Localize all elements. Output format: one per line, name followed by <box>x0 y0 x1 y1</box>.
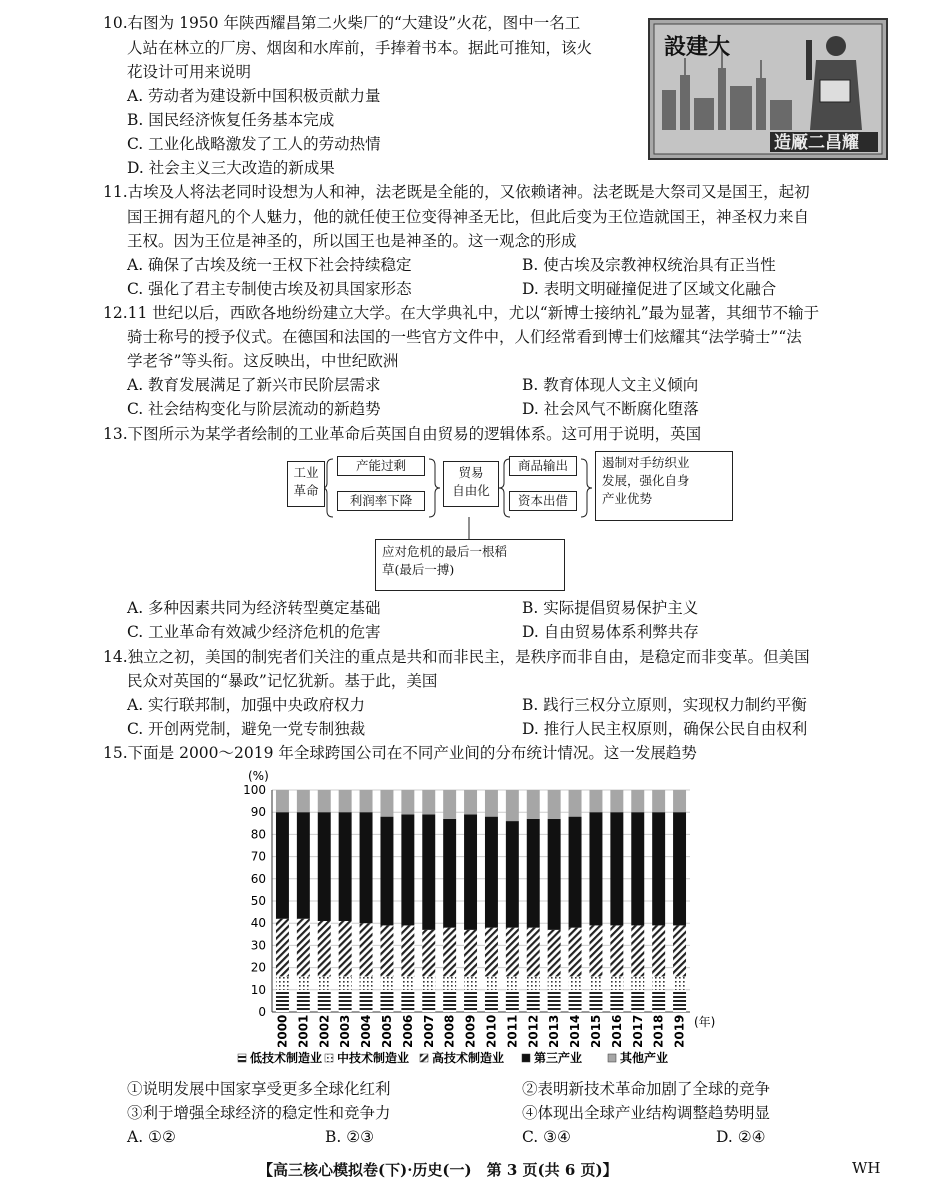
q15-statement-4: ④体现出全球产业结构调整趋势明显 <box>522 1104 771 1122</box>
x-tick-label: 2015 <box>588 1014 603 1048</box>
bar-segment <box>422 930 435 977</box>
bar-segment <box>527 976 540 989</box>
bar-segment <box>443 928 456 977</box>
bar-segment <box>276 976 289 989</box>
bar-segment <box>631 976 644 989</box>
bar-segment <box>631 990 644 1012</box>
x-tick-label: 2018 <box>651 1014 666 1048</box>
bar-segment <box>652 790 665 812</box>
box-last-straw: 应对危机的最后一根稻 草(最后一搏) <box>375 539 565 591</box>
bar-segment <box>673 790 686 812</box>
bar-segment <box>631 790 644 812</box>
bar-segment <box>422 790 435 814</box>
bar-segment <box>297 812 310 919</box>
q15-line-1: 15.下面是 2000～2019 年全球跨国公司在不同产业间的分布统计情况。这一发展趋势 <box>103 744 697 762</box>
bar-segment <box>569 817 582 928</box>
bar-segment <box>443 819 456 928</box>
x-tick-label: 2007 <box>421 1014 436 1048</box>
q15-statement-1: ①说明发展中国家享受更多全球化红利 <box>127 1080 391 1098</box>
bar-segment <box>360 812 373 923</box>
bar-segment <box>631 812 644 925</box>
legend-label: 中技术制造业 <box>337 1051 410 1065</box>
q15-option-c: C. ③④ <box>522 1128 571 1146</box>
bar-segment <box>569 790 582 817</box>
bar-segment <box>548 990 561 1012</box>
bar-segment <box>464 976 477 989</box>
bar-segment <box>610 976 623 989</box>
q10-option-a: A. 劳动者为建设新中国积极贡献力量 <box>127 87 381 105</box>
y-tick-label: 20 <box>250 960 266 975</box>
y-tick-label: 10 <box>250 982 266 997</box>
bar-segment <box>485 790 498 817</box>
x-tick-label: 2004 <box>359 1014 374 1048</box>
bar-segment <box>610 790 623 812</box>
q11-option-c: C. 强化了君主专制使古埃及初具国家形态 <box>127 280 412 298</box>
bar-segment <box>673 812 686 925</box>
y-tick-label: 70 <box>250 849 266 864</box>
y-tick-label: 0 <box>258 1005 266 1019</box>
q11-line-2: 国王拥有超凡的个人魅力，他的就任使王位变得神圣无比，但此后变为王位造就国王，神圣权力来自 <box>127 208 810 226</box>
bar-segment <box>569 976 582 989</box>
legend-label: 第三产业 <box>534 1051 583 1065</box>
bar-segment <box>569 928 582 977</box>
bar-segment <box>339 921 352 977</box>
y-tick-label: 50 <box>250 894 266 908</box>
bar-segment <box>297 919 310 977</box>
bar-segment <box>401 814 414 925</box>
box-suppress-rivals: 遏制对手纺织业 发展，强化自身 产业优势 <box>595 451 733 521</box>
bar-segment <box>380 976 393 989</box>
bar-segment <box>485 817 498 928</box>
bar-segment <box>401 990 414 1012</box>
bar-segment <box>673 925 686 976</box>
bar-segment <box>276 990 289 1012</box>
legend-swatch <box>522 1054 530 1062</box>
q10-line-2: 人站在林立的厂房、烟囱和水库前，手捧着书本。据此可推知，该火 <box>127 39 593 57</box>
x-tick-label: 2013 <box>547 1014 562 1048</box>
q13-option-d: D. 自由贸易体系利弊共存 <box>522 623 699 641</box>
q13-option-c: C. 工业革命有效减少经济危机的危害 <box>127 623 381 641</box>
box-commodity-export: 商品输出 <box>509 456 577 476</box>
bar-segment <box>401 976 414 989</box>
bar-segment <box>443 976 456 989</box>
bar-segment <box>464 990 477 1012</box>
y-tick-label: 100 <box>243 783 266 797</box>
bar-segment <box>506 976 519 989</box>
bar-segment <box>422 976 435 989</box>
y-tick-label: 60 <box>250 871 266 886</box>
q11-option-d: D. 表明文明碰撞促进了区域文化融合 <box>522 280 777 298</box>
bar-segment <box>360 976 373 989</box>
footer-code: WH <box>852 1159 881 1177</box>
x-tick-label: 2011 <box>505 1014 520 1048</box>
q13-option-b: B. 实际提倡贸易保护主义 <box>522 599 699 617</box>
x-tick-label: 2019 <box>672 1014 687 1048</box>
bar-segment <box>610 925 623 976</box>
q12-option-a: A. 教育发展满足了新兴市民阶层需求 <box>127 376 381 394</box>
bar-segment <box>527 819 540 928</box>
q15-statement-3: ③利于增强全球经济的稳定性和竞争力 <box>127 1104 391 1122</box>
bar-segment <box>506 928 519 977</box>
q12-option-c: C. 社会结构变化与阶层流动的新趋势 <box>127 400 381 418</box>
x-tick-label: 2008 <box>442 1014 457 1048</box>
bar-segment <box>610 990 623 1012</box>
q10-option-b: B. 国民经济恢复任务基本完成 <box>127 111 335 129</box>
bar-segment <box>360 790 373 812</box>
q10-option-c: C. 工业化战略激发了工人的劳动热情 <box>127 135 381 153</box>
bar-segment <box>339 990 352 1012</box>
x-tick-label: 2005 <box>379 1014 394 1048</box>
x-tick-label: 2014 <box>568 1014 583 1048</box>
box-capital-lending: 资本出借 <box>509 491 577 511</box>
bar-segment <box>276 919 289 977</box>
box-trade-liberalization: 贸易 自由化 <box>443 461 499 507</box>
q15-option-d: D. ②④ <box>716 1128 766 1146</box>
bar-segment <box>297 790 310 812</box>
q12-option-d: D. 社会风气不断腐化堕落 <box>522 400 699 418</box>
x-tick-label: 2017 <box>630 1014 645 1048</box>
bar-segment <box>401 790 414 814</box>
x-tick-label: 2000 <box>275 1014 290 1048</box>
q10-line-1: 10.右图为 1950 年陕西耀昌第二火柴厂的“大建设”火花，图中一名工 <box>103 14 581 32</box>
poster-bottom-text: 造厰二昌耀 <box>774 133 859 153</box>
bar-segment <box>297 990 310 1012</box>
bar-segment <box>380 925 393 976</box>
q11-option-b: B. 使古埃及宗教神权统治具有正当性 <box>522 256 776 274</box>
bar-segment <box>276 812 289 919</box>
x-tick-label: 2006 <box>400 1014 415 1048</box>
bar-segment <box>297 976 310 989</box>
bar-segment <box>506 990 519 1012</box>
q11-option-a: A. 确保了古埃及统一王权下社会持续稳定 <box>127 256 412 274</box>
legend-swatch <box>608 1054 616 1062</box>
bar-segment <box>485 990 498 1012</box>
y-tick-label: 80 <box>250 827 266 842</box>
bar-segment <box>652 976 665 989</box>
bar-segment <box>610 812 623 925</box>
y-tick-label: 40 <box>250 916 266 931</box>
bar-segment <box>652 925 665 976</box>
q14-option-d: D. 推行人民主权原则，确保公民自由权利 <box>522 720 808 738</box>
legend-swatch <box>420 1054 428 1062</box>
q15-option-b: B. ②③ <box>325 1128 375 1146</box>
bar-segment <box>673 976 686 989</box>
box-overcapacity: 产能过剩 <box>337 456 425 476</box>
x-axis-label: (年) <box>694 1015 716 1029</box>
bar-segment <box>631 925 644 976</box>
page-footer: 【高三核心模拟卷(下)·历史(一) 第 3 页(共 6 页)】 <box>258 1161 618 1179</box>
q10-option-d: D. 社会主义三大改造的新成果 <box>127 159 335 177</box>
box-profit-decline: 利润率下降 <box>337 491 425 511</box>
q14-option-c: C. 开创两党制，避免一党专制独裁 <box>127 720 366 738</box>
q14-option-a: A. 实行联邦制，加强中央政府权力 <box>127 696 366 714</box>
bar-segment <box>527 790 540 819</box>
q12-line-2: 骑士称号的授予仪式。在德国和法国的一些官方文件中，人们经常看到博士们炫耀其“法学骑士”“法 <box>127 328 802 346</box>
bar-segment <box>485 976 498 989</box>
bar-segment <box>318 990 331 1012</box>
bar-segment <box>318 790 331 812</box>
bar-segment <box>360 923 373 976</box>
bar-segment <box>422 814 435 929</box>
bar-segment <box>589 790 602 812</box>
legend-swatch <box>238 1054 246 1062</box>
bar-segment <box>589 925 602 976</box>
q12-line-1: 12.11 世纪以后，西欧各地纷纷建立大学。在大学典礼中，尤以“新博士接纳礼”最为显著，其细节不输于 <box>103 304 820 322</box>
y-tick-label: 90 <box>250 805 266 820</box>
bar-segment <box>380 990 393 1012</box>
legend-label: 其他产业 <box>620 1051 669 1065</box>
x-tick-label: 2016 <box>609 1014 624 1048</box>
bar-segment <box>652 812 665 925</box>
bar-segment <box>422 990 435 1012</box>
bar-segment <box>339 976 352 989</box>
bar-segment <box>360 990 373 1012</box>
bar-segment <box>276 790 289 812</box>
bar-segment <box>569 990 582 1012</box>
q13-option-a: A. 多种因素共同为经济转型奠定基础 <box>127 599 381 617</box>
q14-option-b: B. 践行三权分立原则，实现权力制约平衡 <box>522 696 807 714</box>
bar-segment <box>485 928 498 977</box>
bar-segment <box>527 928 540 977</box>
q15-statement-2: ②表明新技术革命加剧了全球的竞争 <box>522 1080 771 1098</box>
bar-segment <box>673 990 686 1012</box>
free-trade-logic-diagram <box>285 449 725 594</box>
legend-label: 高技术制造业 <box>432 1051 505 1065</box>
q15-option-a: A. ①② <box>127 1128 176 1146</box>
q13-line-1: 13.下图所示为某学者绘制的工业革命后英国自由贸易的逻辑体系。这可用于说明，英国 <box>103 425 702 443</box>
q10-line-3: 花设计可用来说明 <box>127 63 252 81</box>
q12-line-3: 学老爷”等头衔。这反映出，中世纪欧洲 <box>127 352 399 370</box>
bar-segment <box>443 990 456 1012</box>
bar-segment <box>506 790 519 821</box>
poster-top-text: 設建大 <box>664 35 731 60</box>
bar-segment <box>506 821 519 928</box>
bar-segment <box>464 930 477 977</box>
bar-segment <box>318 812 331 921</box>
x-tick-label: 2001 <box>296 1014 311 1048</box>
legend-label: 低技术制造业 <box>250 1051 323 1065</box>
x-tick-label: 2009 <box>463 1014 478 1048</box>
bar-segment <box>589 976 602 989</box>
bar-segment <box>401 925 414 976</box>
bar-segment <box>443 790 456 819</box>
legend-swatch <box>325 1054 333 1062</box>
bar-segment <box>318 921 331 977</box>
bar-segment <box>464 814 477 929</box>
q14-line-2: 民众对英国的“暴政”记忆犹新。基于此，美国 <box>127 672 438 690</box>
bar-segment <box>339 812 352 921</box>
x-tick-label: 2012 <box>526 1014 541 1048</box>
x-tick-label: 2003 <box>338 1014 353 1048</box>
bar-segment <box>464 790 477 814</box>
bar-segment <box>318 976 331 989</box>
bar-segment <box>548 976 561 989</box>
bar-segment <box>652 990 665 1012</box>
q11-line-3: 王权。因为王位是神圣的，所以国王也是神圣的。这一观念的形成 <box>127 232 577 250</box>
bar-segment <box>548 819 561 930</box>
bar-segment <box>589 812 602 925</box>
q12-option-b: B. 教育体现人文主义倾向 <box>522 376 699 394</box>
bar-segment <box>339 790 352 812</box>
matchbox-poster-image <box>648 18 888 160</box>
q11-line-1: 11.古埃及人将法老同时设想为人和神，法老既是全能的，又依赖诸神。法老既是大祭司又是国王，起初 <box>103 183 810 201</box>
box-industrial-revolution: 工业 革命 <box>287 461 325 507</box>
y-tick-label: 30 <box>250 938 266 953</box>
industry-distribution-chart <box>230 764 750 1076</box>
x-tick-label: 2010 <box>484 1014 499 1048</box>
bar-segment <box>380 790 393 817</box>
bar-segment <box>527 990 540 1012</box>
bar-segment <box>380 817 393 926</box>
bar-segment <box>548 790 561 819</box>
bar-segment <box>548 930 561 977</box>
bar-segment <box>589 990 602 1012</box>
x-tick-label: 2002 <box>317 1014 332 1048</box>
y-axis-label: (%) <box>248 769 269 783</box>
q14-line-1: 14.独立之初，美国的制宪者们关注的重点是共和而非民主，是秩序而非自由，是稳定而非变革。但美国 <box>103 648 810 666</box>
